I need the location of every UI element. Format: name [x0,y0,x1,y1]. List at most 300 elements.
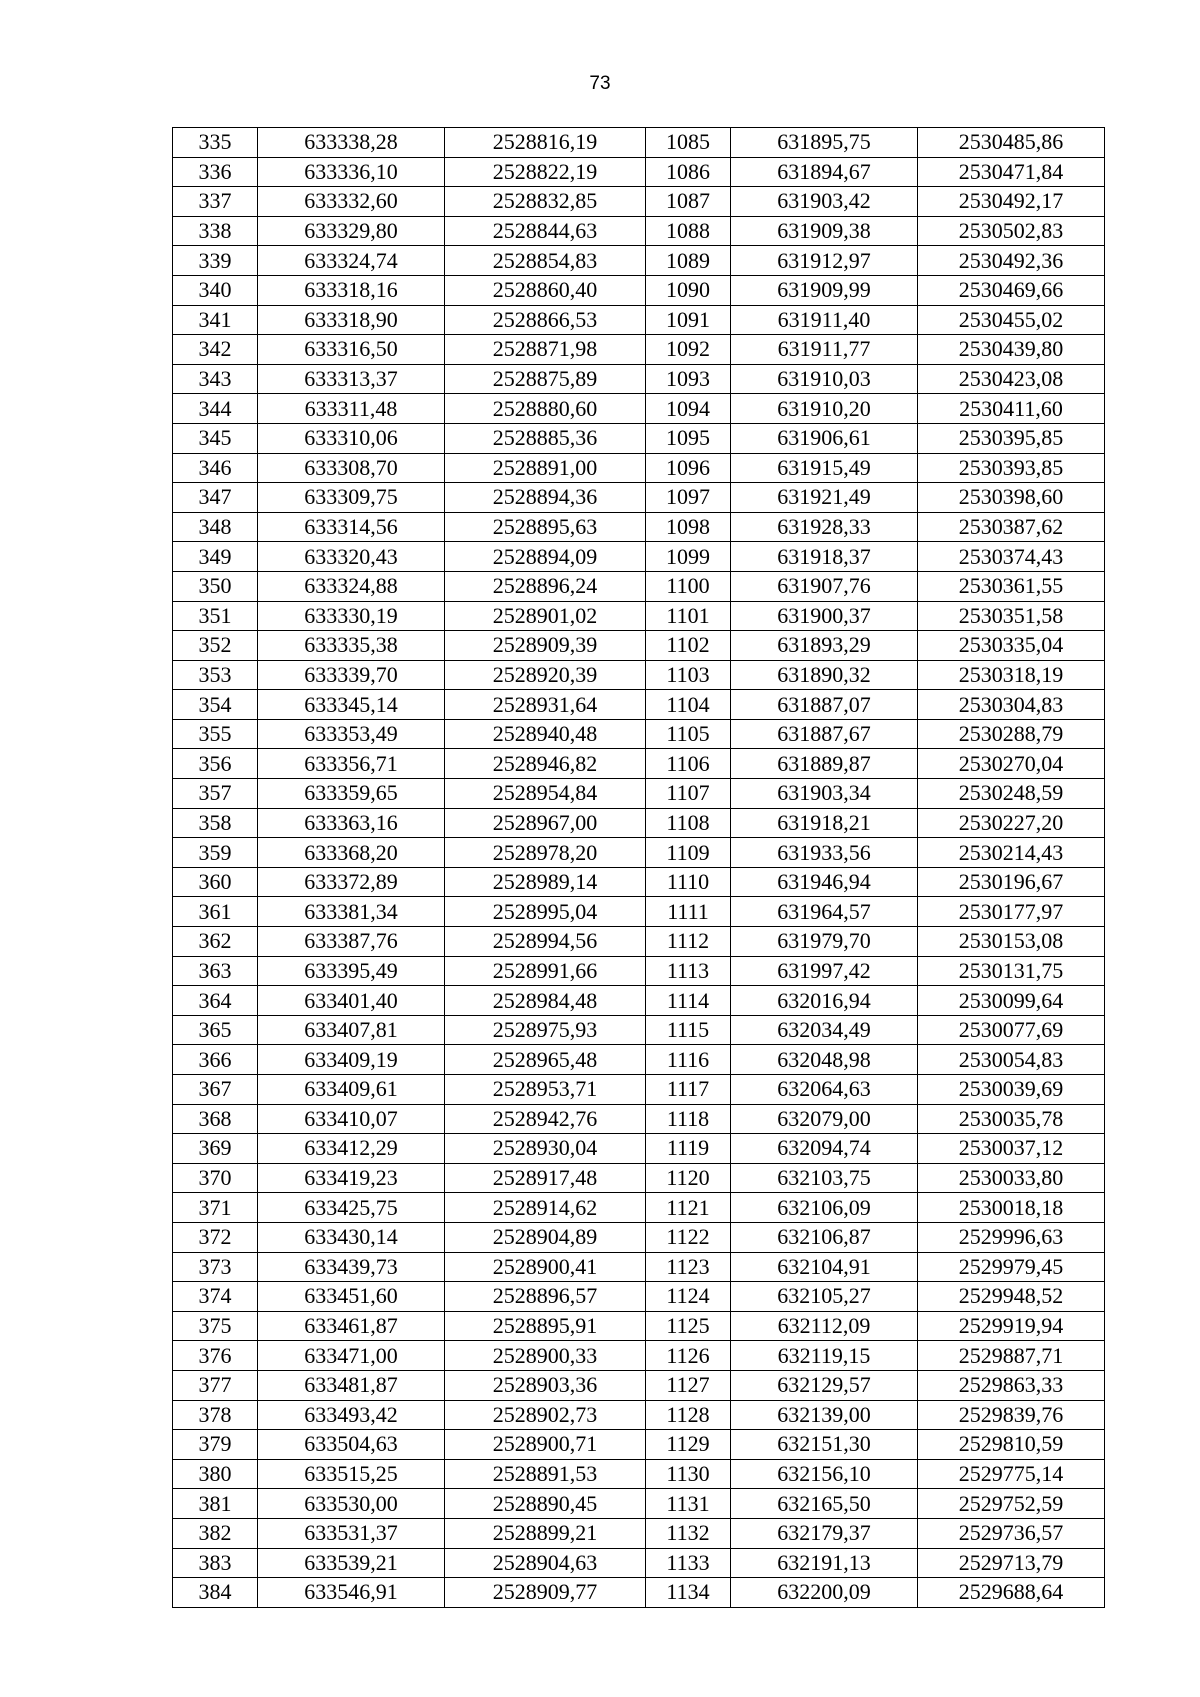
point-number-right-cell: 1104 [646,690,731,720]
point-number-left-cell: 341 [173,305,258,335]
table-row [173,1104,1105,1134]
y-coordinate-left-cell: 2528989,14 [445,867,646,897]
point-number-left-cell: 344 [173,394,258,424]
y-coordinate-right-cell: 2529839,76 [918,1400,1105,1430]
x-coordinate-right-cell: 632151,30 [731,1430,918,1460]
x-coordinate-left-cell: 633493,42 [258,1400,445,1430]
y-coordinate-right-cell: 2530374,43 [918,542,1105,572]
x-coordinate-left-cell: 633546,91 [258,1578,445,1608]
point-number-right-cell: 1117 [646,1075,731,1105]
y-coordinate-left-cell: 2528903,36 [445,1370,646,1400]
x-coordinate-left-cell: 633332,60 [258,187,445,217]
table-row [173,483,1105,513]
y-coordinate-left-cell: 2528896,57 [445,1282,646,1312]
x-coordinate-left-cell: 633368,20 [258,838,445,868]
x-coordinate-left-cell: 633481,87 [258,1370,445,1400]
y-coordinate-left-cell: 2528909,77 [445,1578,646,1608]
x-coordinate-right-cell: 632106,87 [731,1222,918,1252]
x-coordinate-right-cell: 631903,42 [731,187,918,217]
table-row [173,1222,1105,1252]
point-number-left-cell: 337 [173,187,258,217]
point-number-right-cell: 1090 [646,275,731,305]
x-coordinate-right-cell: 631895,75 [731,128,918,158]
table-row [173,275,1105,305]
table-row [173,986,1105,1016]
table-row [173,246,1105,276]
y-coordinate-right-cell: 2530469,66 [918,275,1105,305]
table-row [173,1489,1105,1519]
y-coordinate-right-cell: 2529688,64 [918,1578,1105,1608]
table-row [173,128,1105,158]
table-row [173,364,1105,394]
x-coordinate-right-cell: 631921,49 [731,483,918,513]
point-number-left-cell: 347 [173,483,258,513]
y-coordinate-left-cell: 2528895,91 [445,1311,646,1341]
x-coordinate-left-cell: 633316,50 [258,335,445,365]
y-coordinate-right-cell: 2530099,64 [918,986,1105,1016]
y-coordinate-right-cell: 2530318,19 [918,660,1105,690]
y-coordinate-right-cell: 2529948,52 [918,1282,1105,1312]
table-row [173,335,1105,365]
point-number-right-cell: 1133 [646,1548,731,1578]
y-coordinate-right-cell: 2530035,78 [918,1104,1105,1134]
point-number-left-cell: 345 [173,423,258,453]
x-coordinate-right-cell: 632179,37 [731,1518,918,1548]
x-coordinate-left-cell: 633401,40 [258,986,445,1016]
x-coordinate-right-cell: 631909,38 [731,216,918,246]
x-coordinate-left-cell: 633310,06 [258,423,445,453]
point-number-left-cell: 371 [173,1193,258,1223]
y-coordinate-right-cell: 2530471,84 [918,157,1105,187]
point-number-left-cell: 377 [173,1370,258,1400]
y-coordinate-right-cell: 2530248,59 [918,779,1105,809]
table-row [173,1311,1105,1341]
y-coordinate-left-cell: 2528978,20 [445,838,646,868]
point-number-left-cell: 363 [173,956,258,986]
x-coordinate-right-cell: 632103,75 [731,1163,918,1193]
table-row [173,927,1105,957]
x-coordinate-right-cell: 631915,49 [731,453,918,483]
x-coordinate-left-cell: 633324,74 [258,246,445,276]
page-number: 73 [589,73,611,94]
x-coordinate-left-cell: 633338,28 [258,128,445,158]
y-coordinate-left-cell: 2528900,41 [445,1252,646,1282]
y-coordinate-right-cell: 2530393,85 [918,453,1105,483]
point-number-left-cell: 369 [173,1134,258,1164]
point-number-left-cell: 359 [173,838,258,868]
x-coordinate-right-cell: 631903,34 [731,779,918,809]
x-coordinate-right-cell: 632191,13 [731,1548,918,1578]
point-number-right-cell: 1087 [646,187,731,217]
point-number-left-cell: 354 [173,690,258,720]
point-number-right-cell: 1128 [646,1400,731,1430]
y-coordinate-left-cell: 2528899,21 [445,1518,646,1548]
point-number-right-cell: 1106 [646,749,731,779]
table-row [173,1015,1105,1045]
table-row [173,542,1105,572]
x-coordinate-right-cell: 631911,40 [731,305,918,335]
x-coordinate-right-cell: 631906,61 [731,423,918,453]
y-coordinate-right-cell: 2529810,59 [918,1430,1105,1460]
x-coordinate-left-cell: 633409,61 [258,1075,445,1105]
point-number-left-cell: 364 [173,986,258,1016]
table-row [173,719,1105,749]
x-coordinate-right-cell: 631887,07 [731,690,918,720]
point-number-right-cell: 1131 [646,1489,731,1519]
x-coordinate-right-cell: 632200,09 [731,1578,918,1608]
point-number-left-cell: 375 [173,1311,258,1341]
y-coordinate-right-cell: 2530423,08 [918,364,1105,394]
x-coordinate-right-cell: 631918,21 [731,808,918,838]
point-number-right-cell: 1100 [646,571,731,601]
y-coordinate-left-cell: 2528894,36 [445,483,646,513]
y-coordinate-left-cell: 2528822,19 [445,157,646,187]
x-coordinate-left-cell: 633353,49 [258,719,445,749]
table-row [173,1134,1105,1164]
y-coordinate-left-cell: 2528875,89 [445,364,646,394]
y-coordinate-right-cell: 2530177,97 [918,897,1105,927]
x-coordinate-left-cell: 633504,63 [258,1430,445,1460]
x-coordinate-right-cell: 631910,03 [731,364,918,394]
y-coordinate-right-cell: 2530387,62 [918,512,1105,542]
point-number-right-cell: 1124 [646,1282,731,1312]
x-coordinate-right-cell: 631964,57 [731,897,918,927]
y-coordinate-left-cell: 2528866,53 [445,305,646,335]
point-number-left-cell: 365 [173,1015,258,1045]
x-coordinate-right-cell: 631979,70 [731,927,918,957]
x-coordinate-left-cell: 633356,71 [258,749,445,779]
x-coordinate-left-cell: 633372,89 [258,867,445,897]
table-row [173,571,1105,601]
y-coordinate-left-cell: 2528946,82 [445,749,646,779]
point-number-right-cell: 1089 [646,246,731,276]
point-number-right-cell: 1122 [646,1222,731,1252]
y-coordinate-right-cell: 2529979,45 [918,1252,1105,1282]
point-number-right-cell: 1127 [646,1370,731,1400]
x-coordinate-right-cell: 631887,67 [731,719,918,749]
point-number-right-cell: 1110 [646,867,731,897]
point-number-left-cell: 357 [173,779,258,809]
point-number-left-cell: 342 [173,335,258,365]
y-coordinate-left-cell: 2528953,71 [445,1075,646,1105]
point-number-left-cell: 374 [173,1282,258,1312]
y-coordinate-left-cell: 2528901,02 [445,601,646,631]
y-coordinate-left-cell: 2528900,33 [445,1341,646,1371]
point-number-right-cell: 1130 [646,1459,731,1489]
y-coordinate-right-cell: 2530270,04 [918,749,1105,779]
point-number-left-cell: 343 [173,364,258,394]
point-number-left-cell: 358 [173,808,258,838]
x-coordinate-left-cell: 633308,70 [258,453,445,483]
y-coordinate-left-cell: 2528816,19 [445,128,646,158]
point-number-right-cell: 1132 [646,1518,731,1548]
x-coordinate-right-cell: 631893,29 [731,631,918,661]
y-coordinate-left-cell: 2528984,48 [445,986,646,1016]
y-coordinate-right-cell: 2529919,94 [918,1311,1105,1341]
point-number-left-cell: 384 [173,1578,258,1608]
y-coordinate-right-cell: 2530018,18 [918,1193,1105,1223]
y-coordinate-right-cell: 2530351,58 [918,601,1105,631]
y-coordinate-right-cell: 2530214,43 [918,838,1105,868]
x-coordinate-right-cell: 631890,32 [731,660,918,690]
y-coordinate-right-cell: 2529736,57 [918,1518,1105,1548]
y-coordinate-left-cell: 2528904,63 [445,1548,646,1578]
y-coordinate-left-cell: 2528930,04 [445,1134,646,1164]
point-number-left-cell: 370 [173,1163,258,1193]
y-coordinate-left-cell: 2528880,60 [445,394,646,424]
point-number-right-cell: 1125 [646,1311,731,1341]
y-coordinate-left-cell: 2528894,09 [445,542,646,572]
y-coordinate-right-cell: 2530335,04 [918,631,1105,661]
point-number-left-cell: 336 [173,157,258,187]
table-row [173,838,1105,868]
y-coordinate-left-cell: 2528991,66 [445,956,646,986]
y-coordinate-left-cell: 2528895,63 [445,512,646,542]
x-coordinate-left-cell: 633335,38 [258,631,445,661]
x-coordinate-right-cell: 632112,09 [731,1311,918,1341]
x-coordinate-left-cell: 633314,56 [258,512,445,542]
table-row [173,1548,1105,1578]
x-coordinate-right-cell: 631907,76 [731,571,918,601]
point-number-left-cell: 381 [173,1489,258,1519]
point-number-left-cell: 346 [173,453,258,483]
point-number-left-cell: 362 [173,927,258,957]
point-number-right-cell: 1097 [646,483,731,513]
x-coordinate-left-cell: 633451,60 [258,1282,445,1312]
point-number-right-cell: 1107 [646,779,731,809]
point-number-right-cell: 1126 [646,1341,731,1371]
y-coordinate-left-cell: 2528914,62 [445,1193,646,1223]
point-number-left-cell: 366 [173,1045,258,1075]
point-number-right-cell: 1118 [646,1104,731,1134]
x-coordinate-left-cell: 633439,73 [258,1252,445,1282]
x-coordinate-right-cell: 632119,15 [731,1341,918,1371]
point-number-right-cell: 1088 [646,216,731,246]
point-number-left-cell: 360 [173,867,258,897]
point-number-left-cell: 349 [173,542,258,572]
y-coordinate-right-cell: 2530288,79 [918,719,1105,749]
x-coordinate-left-cell: 633410,07 [258,1104,445,1134]
x-coordinate-right-cell: 631912,97 [731,246,918,276]
table-row [173,1075,1105,1105]
x-coordinate-right-cell: 631909,99 [731,275,918,305]
point-number-right-cell: 1109 [646,838,731,868]
y-coordinate-left-cell: 2528904,89 [445,1222,646,1252]
x-coordinate-right-cell: 632034,49 [731,1015,918,1045]
y-coordinate-right-cell: 2530039,69 [918,1075,1105,1105]
table-row [173,1252,1105,1282]
x-coordinate-left-cell: 633309,75 [258,483,445,513]
point-number-left-cell: 339 [173,246,258,276]
y-coordinate-right-cell: 2529713,79 [918,1548,1105,1578]
x-coordinate-left-cell: 633395,49 [258,956,445,986]
table-row [173,601,1105,631]
table-row [173,453,1105,483]
y-coordinate-left-cell: 2528917,48 [445,1163,646,1193]
point-number-right-cell: 1094 [646,394,731,424]
table-row [173,1370,1105,1400]
y-coordinate-right-cell: 2530227,20 [918,808,1105,838]
y-coordinate-right-cell: 2530492,17 [918,187,1105,217]
x-coordinate-left-cell: 633324,88 [258,571,445,601]
point-number-right-cell: 1103 [646,660,731,690]
point-number-left-cell: 361 [173,897,258,927]
x-coordinate-left-cell: 633530,00 [258,1489,445,1519]
x-coordinate-left-cell: 633539,21 [258,1548,445,1578]
y-coordinate-left-cell: 2528975,93 [445,1015,646,1045]
point-number-left-cell: 348 [173,512,258,542]
y-coordinate-left-cell: 2528891,00 [445,453,646,483]
point-number-right-cell: 1119 [646,1134,731,1164]
table-row [173,1193,1105,1223]
x-coordinate-right-cell: 631997,42 [731,956,918,986]
point-number-right-cell: 1093 [646,364,731,394]
y-coordinate-left-cell: 2528995,04 [445,897,646,927]
point-number-left-cell: 383 [173,1548,258,1578]
x-coordinate-right-cell: 632156,10 [731,1459,918,1489]
table-row [173,1400,1105,1430]
point-number-right-cell: 1112 [646,927,731,957]
point-number-left-cell: 351 [173,601,258,631]
x-coordinate-right-cell: 632094,74 [731,1134,918,1164]
x-coordinate-left-cell: 633339,70 [258,660,445,690]
x-coordinate-right-cell: 631889,87 [731,749,918,779]
x-coordinate-right-cell: 631933,56 [731,838,918,868]
y-coordinate-left-cell: 2528844,63 [445,216,646,246]
table-row [173,660,1105,690]
y-coordinate-left-cell: 2528954,84 [445,779,646,809]
point-number-left-cell: 353 [173,660,258,690]
point-number-left-cell: 355 [173,719,258,749]
x-coordinate-left-cell: 633345,14 [258,690,445,720]
table-row [173,1282,1105,1312]
y-coordinate-right-cell: 2530196,67 [918,867,1105,897]
x-coordinate-right-cell: 632016,94 [731,986,918,1016]
y-coordinate-left-cell: 2528965,48 [445,1045,646,1075]
point-number-left-cell: 376 [173,1341,258,1371]
x-coordinate-left-cell: 633363,16 [258,808,445,838]
x-coordinate-left-cell: 633407,81 [258,1015,445,1045]
table-row [173,1578,1105,1608]
y-coordinate-right-cell: 2530439,80 [918,335,1105,365]
point-number-right-cell: 1105 [646,719,731,749]
point-number-right-cell: 1113 [646,956,731,986]
y-coordinate-left-cell: 2528942,76 [445,1104,646,1134]
table-row [173,512,1105,542]
x-coordinate-right-cell: 631900,37 [731,601,918,631]
x-coordinate-left-cell: 633471,00 [258,1341,445,1371]
x-coordinate-left-cell: 633320,43 [258,542,445,572]
y-coordinate-right-cell: 2530054,83 [918,1045,1105,1075]
y-coordinate-left-cell: 2528891,53 [445,1459,646,1489]
y-coordinate-right-cell: 2530485,86 [918,128,1105,158]
y-coordinate-left-cell: 2528896,24 [445,571,646,601]
point-number-right-cell: 1115 [646,1015,731,1045]
point-number-right-cell: 1086 [646,157,731,187]
x-coordinate-right-cell: 631911,77 [731,335,918,365]
y-coordinate-left-cell: 2528920,39 [445,660,646,690]
y-coordinate-left-cell: 2528860,40 [445,275,646,305]
y-coordinate-right-cell: 2530131,75 [918,956,1105,986]
table-row [173,1518,1105,1548]
x-coordinate-left-cell: 633381,34 [258,897,445,927]
x-coordinate-right-cell: 631928,33 [731,512,918,542]
x-coordinate-right-cell: 632048,98 [731,1045,918,1075]
table-row [173,956,1105,986]
x-coordinate-right-cell: 632104,91 [731,1252,918,1282]
table-row [173,305,1105,335]
table-row [173,808,1105,838]
x-coordinate-right-cell: 631946,94 [731,867,918,897]
x-coordinate-left-cell: 633387,76 [258,927,445,957]
table-row [173,1163,1105,1193]
table-row [173,157,1105,187]
point-number-left-cell: 373 [173,1252,258,1282]
point-number-right-cell: 1098 [646,512,731,542]
y-coordinate-right-cell: 2530395,85 [918,423,1105,453]
y-coordinate-right-cell: 2530304,83 [918,690,1105,720]
table-row [173,779,1105,809]
point-number-right-cell: 1101 [646,601,731,631]
point-number-right-cell: 1096 [646,453,731,483]
x-coordinate-left-cell: 633430,14 [258,1222,445,1252]
y-coordinate-right-cell: 2529996,63 [918,1222,1105,1252]
x-coordinate-left-cell: 633318,16 [258,275,445,305]
point-number-left-cell: 379 [173,1430,258,1460]
x-coordinate-left-cell: 633409,19 [258,1045,445,1075]
y-coordinate-left-cell: 2528967,00 [445,808,646,838]
x-coordinate-right-cell: 631894,67 [731,157,918,187]
table-row [173,897,1105,927]
x-coordinate-left-cell: 633412,29 [258,1134,445,1164]
point-number-right-cell: 1111 [646,897,731,927]
point-number-right-cell: 1121 [646,1193,731,1223]
point-number-left-cell: 372 [173,1222,258,1252]
point-number-right-cell: 1092 [646,335,731,365]
point-number-right-cell: 1114 [646,986,731,1016]
point-number-left-cell: 380 [173,1459,258,1489]
y-coordinate-right-cell: 2530502,83 [918,216,1105,246]
x-coordinate-right-cell: 632106,09 [731,1193,918,1223]
table-row [173,867,1105,897]
point-number-left-cell: 368 [173,1104,258,1134]
coordinates-table [172,127,1105,1608]
table-row [173,749,1105,779]
x-coordinate-left-cell: 633461,87 [258,1311,445,1341]
point-number-right-cell: 1123 [646,1252,731,1282]
y-coordinate-right-cell: 2529887,71 [918,1341,1105,1371]
x-coordinate-left-cell: 633311,48 [258,394,445,424]
x-coordinate-right-cell: 632064,63 [731,1075,918,1105]
y-coordinate-left-cell: 2528900,71 [445,1430,646,1460]
y-coordinate-left-cell: 2528994,56 [445,927,646,957]
x-coordinate-right-cell: 632129,57 [731,1370,918,1400]
x-coordinate-left-cell: 633330,19 [258,601,445,631]
point-number-left-cell: 350 [173,571,258,601]
y-coordinate-right-cell: 2530153,08 [918,927,1105,957]
point-number-right-cell: 1085 [646,128,731,158]
point-number-left-cell: 367 [173,1075,258,1105]
table-row [173,394,1105,424]
point-number-left-cell: 356 [173,749,258,779]
y-coordinate-left-cell: 2528832,85 [445,187,646,217]
x-coordinate-left-cell: 633425,75 [258,1193,445,1223]
point-number-right-cell: 1091 [646,305,731,335]
y-coordinate-right-cell: 2530037,12 [918,1134,1105,1164]
point-number-right-cell: 1120 [646,1163,731,1193]
y-coordinate-left-cell: 2528871,98 [445,335,646,365]
y-coordinate-right-cell: 2530411,60 [918,394,1105,424]
